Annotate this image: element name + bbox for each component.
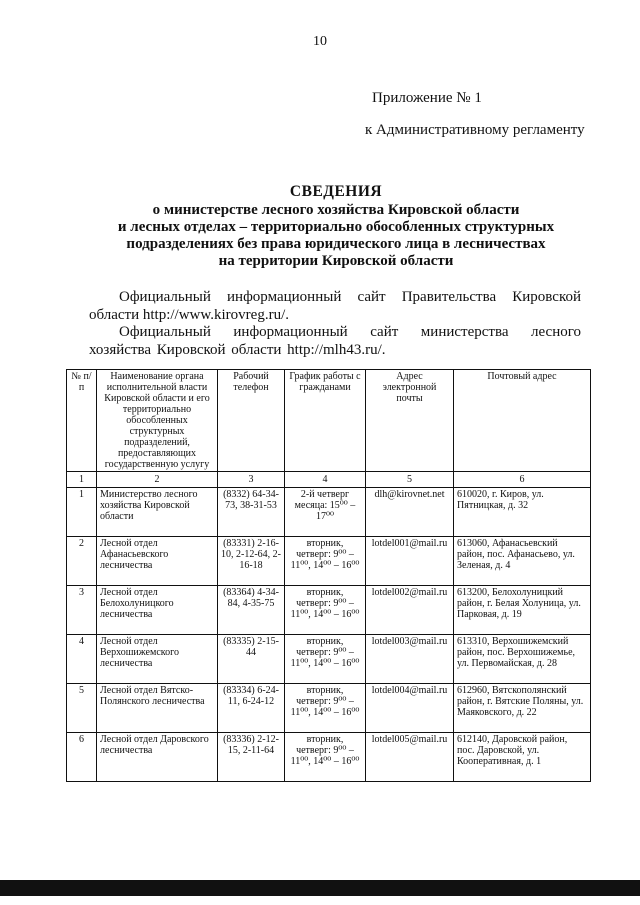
row-email: lotdel001@mail.ru: [366, 537, 454, 586]
row-schedule: вторник, четверг: 9⁰⁰ – 11⁰⁰, 14⁰⁰ – 16⁰⁰: [285, 733, 366, 782]
appendix-subtitle: к Административному регламенту: [365, 122, 585, 138]
row-number: 1: [67, 488, 97, 537]
column-number: 4: [285, 472, 366, 488]
row-name: Министерство лесного хозяйства Кировской области: [97, 488, 218, 537]
heading-line-3: подразделениях без права юридического лица в лесничествах: [126, 236, 546, 252]
row-phone: (83334) 6-24-11, 6-24-12: [218, 684, 285, 733]
row-number: 3: [67, 586, 97, 635]
row-address: 613060, Афанасьевский район, пос. Афанасьево, ул. Зеленая, д. 4: [454, 537, 591, 586]
table-row: [67, 635, 591, 684]
table-row: [67, 684, 591, 733]
row-phone: (83336) 2-12-15, 2-11-64: [218, 733, 285, 782]
row-schedule: вторник, четверг: 9⁰⁰ – 11⁰⁰, 14⁰⁰ – 16⁰⁰: [285, 586, 366, 635]
row-name: Лесной отдел Белохолуницкого лесничества: [97, 586, 218, 635]
row-schedule: вторник, четверг: 9⁰⁰ – 11⁰⁰, 14⁰⁰ – 16⁰⁰: [285, 635, 366, 684]
ministry-site-paragraph: Официальный информационный сайт министерства лесного хозяйства Кировской области http://mlh43.ru/.: [89, 324, 581, 358]
column-number: 2: [97, 472, 218, 488]
row-number: 6: [67, 733, 97, 782]
row-address: 612960, Вятскополянский район, г. Вятские Поляны, ул. Маяковского, д. 22: [454, 684, 591, 733]
contacts-table: [66, 369, 591, 782]
column-number: 3: [218, 472, 285, 488]
row-email: lotdel002@mail.ru: [366, 586, 454, 635]
row-phone: (83331) 2-16-10, 2-12-64, 2-16-18: [218, 537, 285, 586]
row-phone: (8332) 64-34-73, 38-31-53: [218, 488, 285, 537]
header-phone: Рабочий телефон: [218, 370, 285, 472]
table-row: [67, 537, 591, 586]
row-address: 612140, Даровской район, пос. Даровской, ул. Кооперативная, д. 1: [454, 733, 591, 782]
row-name: Лесной отдел Верхошижемского лесничества: [97, 635, 218, 684]
heading-line-1: о министерстве лесного хозяйства Кировской области: [152, 202, 520, 218]
row-email: lotdel004@mail.ru: [366, 684, 454, 733]
table-header-row: [67, 370, 591, 472]
heading-line-2: и лесных отделах – территориально обособленных структурных: [117, 219, 555, 235]
row-phone: (83364) 4-34-84, 4-35-75: [218, 586, 285, 635]
header-email: Адрес электронной почты: [366, 370, 454, 472]
row-name: Лесной отдел Даровского лесничества: [97, 733, 218, 782]
row-address: 613310, Верхошижемский район, пос. Верхошижемье, ул. Первомайская, д. 28: [454, 635, 591, 684]
row-email: dlh@kirovnet.net: [366, 488, 454, 537]
heading-line-4: на территории Кировской области: [218, 253, 454, 269]
row-name: Лесной отдел Вятско-Полянского лесничества: [97, 684, 218, 733]
row-schedule: вторник, четверг: 9⁰⁰ – 11⁰⁰, 14⁰⁰ – 16⁰⁰: [285, 684, 366, 733]
row-address: 613200, Белохолуницкий район, г. Белая Холуница, ул. Парковая, д. 19: [454, 586, 591, 635]
row-address: 610020, г. Киров, ул. Пятницкая, д. 32: [454, 488, 591, 537]
row-number: 5: [67, 684, 97, 733]
table-row: [67, 586, 591, 635]
row-number: 4: [67, 635, 97, 684]
row-schedule: 2-й четверг месяца: 15⁰⁰ – 17⁰⁰: [285, 488, 366, 537]
column-number: 6: [454, 472, 591, 488]
column-number-row: [67, 472, 591, 488]
column-number: 1: [67, 472, 97, 488]
government-site-paragraph: Официальный информационный сайт Правительства Кировской области http://www.kirovreg.ru/.: [89, 289, 581, 323]
row-name: Лесной отдел Афанасьевского лесничества: [97, 537, 218, 586]
document-title: СВЕДЕНИЯ: [289, 183, 383, 200]
header-number: № п/п: [67, 370, 97, 472]
row-email: lotdel003@mail.ru: [366, 635, 454, 684]
column-number: 5: [366, 472, 454, 488]
row-number: 2: [67, 537, 97, 586]
row-phone: (83335) 2-15-44: [218, 635, 285, 684]
page-number: 10: [313, 34, 327, 49]
header-address: Почтовый адрес: [454, 370, 591, 472]
row-email: lotdel005@mail.ru: [366, 733, 454, 782]
row-schedule: вторник, четверг: 9⁰⁰ – 11⁰⁰, 14⁰⁰ – 16⁰⁰: [285, 537, 366, 586]
table-row: [67, 733, 591, 782]
appendix-title: Приложение № 1: [372, 90, 482, 106]
header-schedule: График работы с гражданами: [285, 370, 366, 472]
header-name: Наименование органа исполнительной власти Кировской области и его территориально обособленных структурных подразделений, предоставляющих государственную услугу: [97, 370, 218, 472]
table-row: [67, 488, 591, 537]
scan-bottom-edge: [0, 880, 640, 896]
